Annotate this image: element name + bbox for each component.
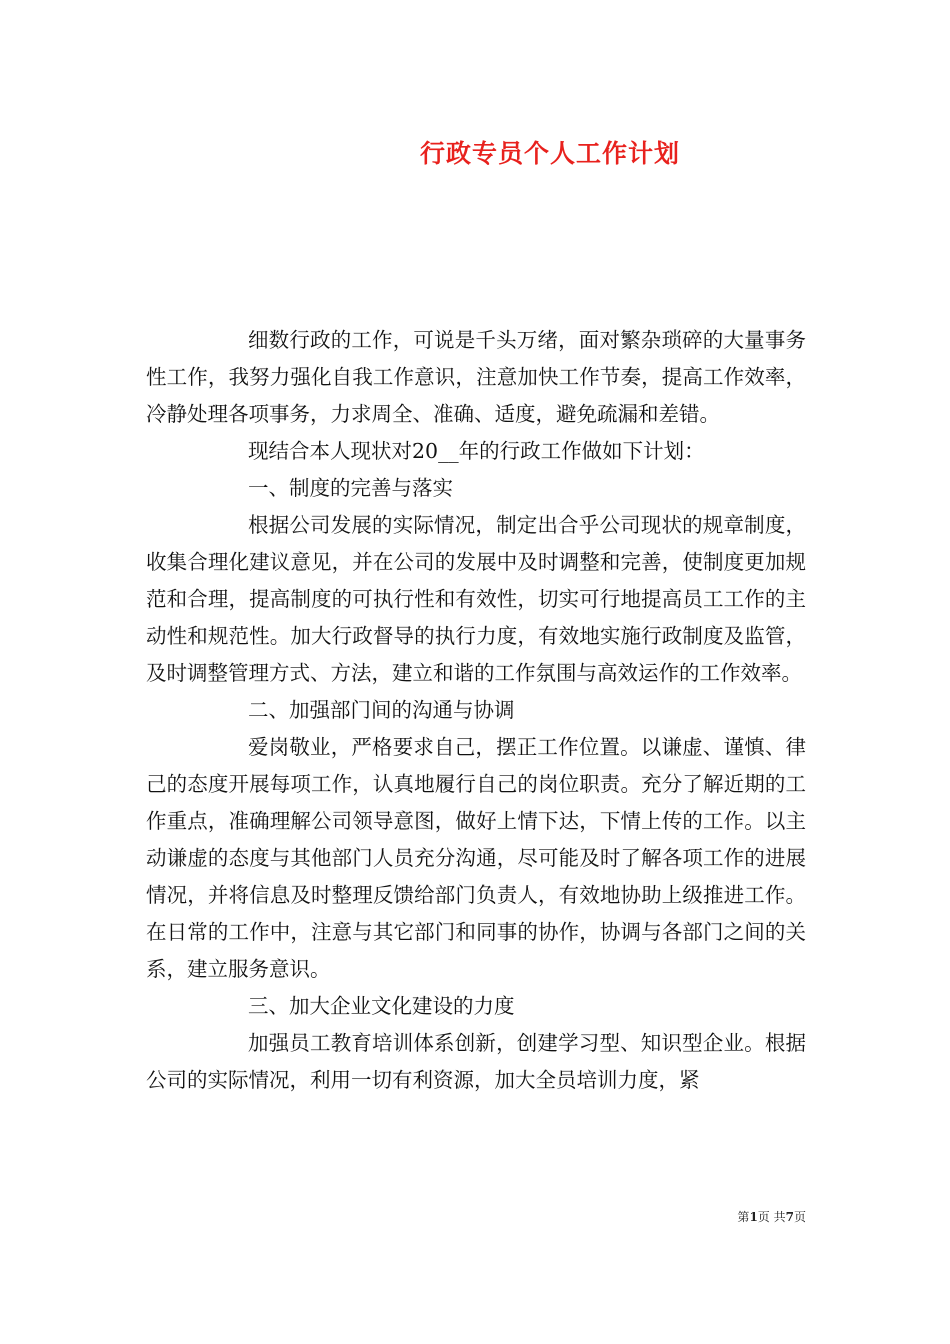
paragraph-section-3: 加强员工教育培训体系创新，创建学习型、知识型企业。根据公司的实际情况，利用一切有利资源，加大全员培训力度，紧 [146,1031,806,1092]
section-heading-3: 三、加大企业文化建设的力度 [248,994,515,1018]
document-title: 行政专员个人工作计划 [419,139,680,168]
paragraph-plan-lead: 现结合本人现状对20__年的行政工作做如下计划： [248,439,705,463]
paragraph-intro: 细数行政的工作，可说是千头万绪，面对繁杂琐碎的大量事务性工作，我努力强化自我工作意识，注意加快工作节奏，提高工作效率，冷静处理各项事务，力求周全、准确、适度，避免疏漏和差错。 [146,328,806,426]
section-heading-2: 二、加强部门间的沟通与协调 [248,698,515,722]
section-heading-1: 一、制度的完善与落实 [248,476,453,500]
footer-total-pages: 7 [785,1210,794,1224]
footer-page-number: 1 [749,1210,758,1224]
page-footer [0,1208,806,1225]
footer-prefix: 第 [737,1210,750,1224]
footer-suffix: 页 [793,1210,806,1224]
paragraph-section-2: 爱岗敬业，严格要求自己，摆正工作位置。以谦虚、谨慎、律己的态度开展每项工作，认真地履行自己的岗位职责。充分了解近期的工作重点，准确理解公司领导意图，做好上情下达，下情上传的工作。以主动谦虚的态度与其他部门人员充分沟通，尽可能及时了解各项工作的进展情况，并将信息及时整理反馈给部门负责人，有效地协助上级推进工作。在日常的工作中，注意与其它部门和同事的协作，协调与各部门之间的关系，建立服务意识。 [146,735,806,981]
footer-mid: 页 共 [757,1210,786,1224]
document-body [146,322,806,1099]
paragraph-section-1: 根据公司发展的实际情况，制定出合乎公司现状的规章制度，收集合理化建议意见，并在公司的发展中及时调整和完善，使制度更加规范和合理，提高制度的可执行性和有效性，切实可行地提高员工工作的主动性和规范性。加大行政督导的执行力度，有效地实施行政制度及监管，及时调整管理方式、方法，建立和谐的工作氛围与高效运作的工作效率。 [146,513,806,685]
